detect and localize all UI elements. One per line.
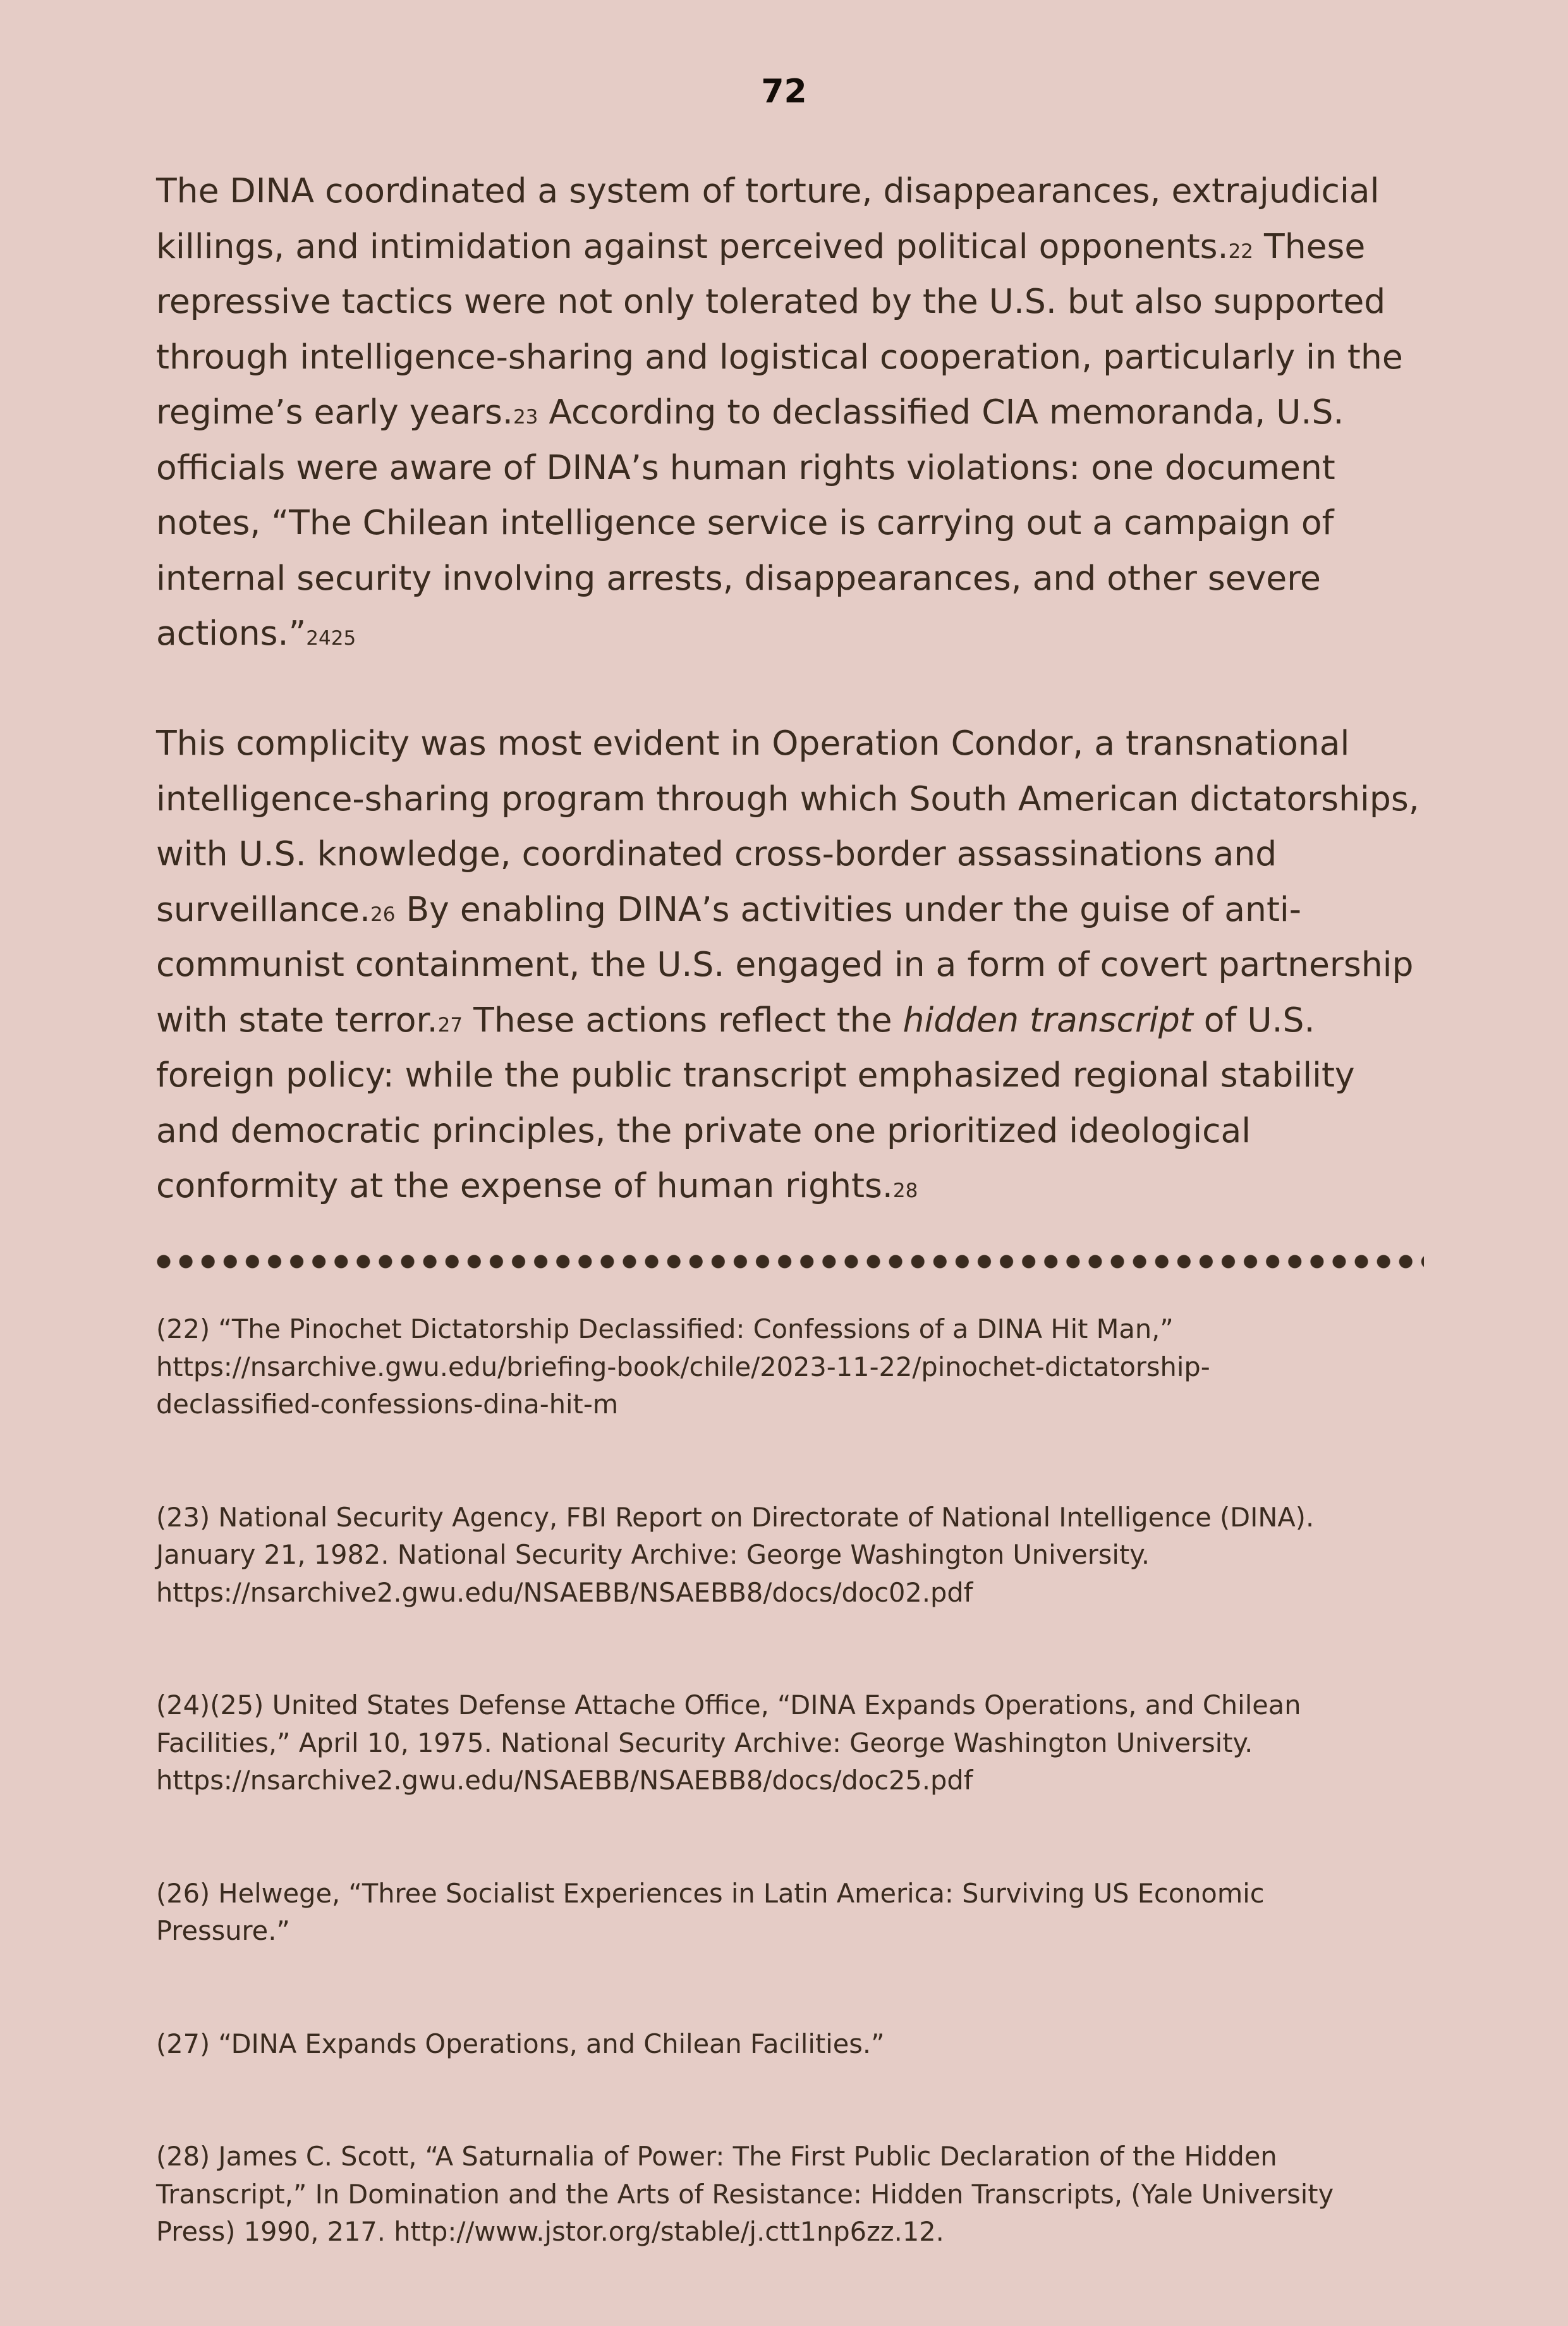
footnote-28 — [156, 2138, 1439, 2251]
footnote-23 — [156, 1499, 1439, 1612]
footnotes-section — [156, 1310, 1439, 2326]
footnote-line: (22) “The Pinochet Dictatorship Declassified: Confessions of a DINA Hit Man,” — [156, 1313, 1174, 1344]
footnote-ref-24-25[interactable]: 2425 — [306, 627, 356, 650]
footnote-link[interactable]: https://nsarchive2.gwu.edu/NSAEBB/NSAEBB8/docs/doc02.pdf — [156, 1576, 973, 1608]
footnote-ref-22[interactable]: 22 — [1228, 240, 1254, 263]
footnote-ref-27[interactable]: 27 — [437, 1013, 463, 1037]
paragraph-text: This complicity was most evident in Operation Condor, a transnational intelligence-sharing program through which South American dictatorships, with U.S. knowledge, coordinated cross-border assassinations and surveillance. — [156, 723, 1419, 929]
footnote-ref-23[interactable]: 23 — [513, 406, 538, 429]
footnote-line: Transcript,” In Domination and the Arts of Resistance: Hidden Transcripts, (Yale University — [156, 2178, 1334, 2210]
footnote-22 — [156, 1310, 1439, 1423]
paragraph-text: The DINA coordinated a system of torture, disappearances, extrajudicial killings, and intimidation against perceived political opponents. — [156, 171, 1380, 266]
footnote-line: (24)(25) United States Defense Attache Office, “DINA Expands Operations, and Chilean — [156, 1690, 1301, 1720]
footnote-line: Pressure.” — [156, 1915, 290, 1946]
footnote-line: (27) “DINA Expands Operations, and Chilean Facilities.” — [156, 2028, 885, 2059]
footnote-link[interactable]: Press) 1990, 217. http://www.jstor.org/stable/j.ctt1np6zz.12. — [156, 2216, 944, 2247]
footnote-link[interactable]: declassified-confessions-dina-hit-m — [156, 1389, 619, 1420]
footnote-line: (23) National Security Agency, FBI Report on Directorate of National Intelligence (DINA). — [156, 1501, 1315, 1533]
paragraph-text: of U.S. foreign policy: while the public transcript emphasized regional stability and democratic principles, the private one prioritized ideological conformity at the expense of human rights. — [156, 999, 1355, 1205]
body-paragraph-1 — [156, 163, 1424, 661]
footnote-ref-26[interactable]: 26 — [370, 903, 396, 926]
footnote-link[interactable]: https://nsarchive.gwu.edu/briefing-book/chile/2023-11-22/pinochet-dictatorship- — [156, 1351, 1210, 1382]
emphasized-term: hidden transcript — [903, 999, 1193, 1040]
footnote-27 — [156, 2025, 1439, 2063]
footnote-line: Facilities,” April 10, 1975. National Security Archive: George Washington University. — [156, 1727, 1253, 1758]
footnote-24-25 — [156, 1686, 1439, 1799]
footnote-26 — [156, 1875, 1439, 1950]
paragraph-text: By enabling DINA’s activities under the guise of anti-communist containment, the U.S. engaged in a form of covert partnership with state terror. — [156, 889, 1414, 1040]
footnote-line: January 21, 1982. National Security Archive: George Washington University. — [156, 1539, 1150, 1570]
footnote-ref-28[interactable]: 28 — [892, 1179, 918, 1202]
paragraph-text: These repressive tactics were not only tolerated by the U.S. but also supported through intelligence-sharing and logistical cooperation, particularly in the regime’s early years. — [156, 226, 1403, 432]
dotted-divider — [156, 1253, 1424, 1270]
paragraph-text: These actions reflect the — [463, 999, 903, 1040]
footnote-line: (26) Helwege, “Three Socialist Experiences in Latin America: Surviving US Economic — [156, 1877, 1265, 1909]
footnote-link[interactable]: https://nsarchive2.gwu.edu/NSAEBB/NSAEBB8/docs/doc25.pdf — [156, 1765, 973, 1796]
paragraph-text: According to declassified CIA memoranda, U.S. officials were aware of DINA’s human rights violations: one document notes, “The Chilean intelligence service is carrying out a campaign of internal security involving arrests, disappearances, and other severe actions.” — [156, 392, 1344, 653]
page-number: 72 — [761, 73, 807, 111]
footnote-line: (28) James C. Scott, “A Saturnalia of Power: The First Public Declaration of the Hidden — [156, 2141, 1277, 2172]
body-paragraph-2 — [156, 715, 1424, 1214]
